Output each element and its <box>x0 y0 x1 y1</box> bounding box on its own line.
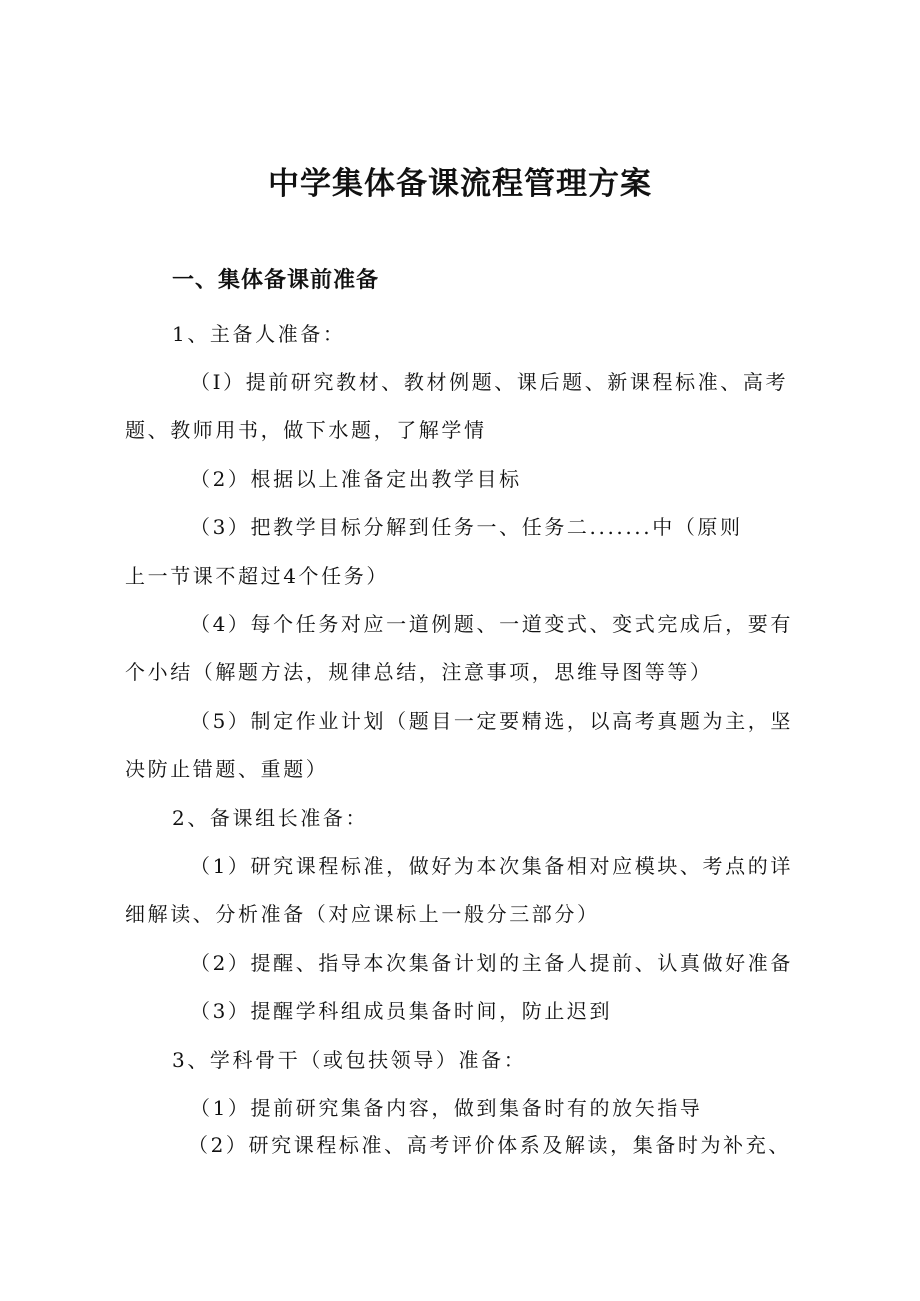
subsection-heading: 2、备课组长准备： <box>172 806 369 830</box>
paragraph-line: 细解读、分析准备（对应课标上一般分三部分） <box>125 902 600 926</box>
paragraph-line: 题、教师用书，做下水题，了解学情 <box>125 418 487 442</box>
section-heading: 一、集体备课前准备 <box>172 268 380 293</box>
paragraph-line: 决防止错题、重题） <box>125 757 329 781</box>
paragraph-line: 上一节课不超过4个任务） <box>125 564 389 588</box>
document-title: 中学集体备课流程管理方案 <box>268 166 652 202</box>
subsection-heading: 1、主备人准备： <box>172 322 346 346</box>
paragraph-line: 个小结（解题方法，规律总结，注意事项，思维导图等等） <box>125 660 713 684</box>
paragraph-line: （4）每个任务对应一道例题、一道变式、变式完成后，要有 <box>190 612 793 636</box>
subsection-heading: 3、学科骨干（或包扶领导）准备： <box>172 1048 527 1072</box>
paragraph-line: （3）把教学目标分解到任务一、任务二.......中（原则 <box>190 515 743 539</box>
paragraph-line: （1）研究课程标准，做好为本次集备相对应模块、考点的详 <box>190 854 793 878</box>
paragraph-line: （3）提醒学科组成员集备时间，防止迟到 <box>190 999 613 1023</box>
paragraph-line: （I）提前研究教材、教材例题、课后题、新课程标准、高考 <box>190 370 789 394</box>
paragraph-line: （2）研究课程标准、高考评价体系及解读，集备时为补充、 <box>188 1133 791 1157</box>
paragraph-line: （5）制定作业计划（题目一定要精选，以高考真题为主，坚 <box>190 709 793 733</box>
paragraph-line: （2）提醒、指导本次集备计划的主备人提前、认真做好准备 <box>190 951 793 975</box>
paragraph-line: （1）提前研究集备内容，做到集备时有的放矢指导 <box>190 1096 703 1120</box>
paragraph-line: （2）根据以上准备定出教学目标 <box>190 467 522 491</box>
